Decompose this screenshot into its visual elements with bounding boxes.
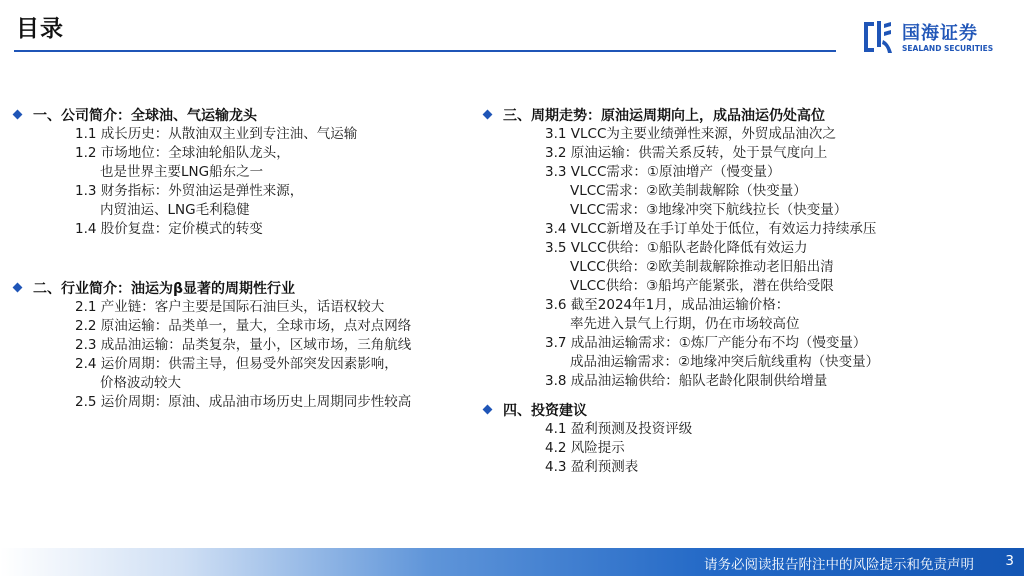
toc-section-4 [478,399,998,477]
sealand-logo-icon [860,18,896,56]
toc-section-heading [8,277,478,298]
section-title: 二、行业简介：油运为β显著的周期性行业 [33,280,296,297]
section-title: 一、公司简介：全球油、气运输龙头 [33,107,257,124]
company-logo [860,18,1010,60]
toc-item: 1.4 股价复盘：定价模式的转变 [75,221,263,237]
toc-item: 3.3 VLCC需求：①原油增产（慢变量） [545,164,781,180]
toc-item: 2.3 成品油运输：品类复杂，量小，区域市场，三角航线 [75,337,412,353]
section-title: 三、周期走势：原油运周期向上，成品油运仍处高位 [503,107,825,124]
disclaimer-text: 请务必阅读报告附注中的风险提示和免责声明 [704,557,974,573]
toc-item-continued: VLCC供给：③船坞产能紧张，潜在供给受限 [570,278,834,294]
toc-left-column [8,104,478,412]
toc-item: 3.6 截至2024年1月，成品油运输价格： [545,297,790,313]
toc-item-continued: 也是世界主要LNG船东之一 [100,164,264,180]
toc-item: 3.4 VLCC新增及在手订单处于低位，有效运力持续承压 [545,221,877,237]
toc-item-continued: VLCC需求：③地缘冲突下航线拉长（快变量） [570,202,848,218]
toc-item: 3.8 成品油运输供给：船队老龄化限制供给增量 [545,373,828,389]
toc-item: 3.5 VLCC供给：①船队老龄化降低有效运力 [545,240,808,256]
toc-item-continued: 率先进入景气上行期，仍在市场较高位 [570,316,800,332]
toc-item: 3.7 成品油运输需求：①炼厂产能分布不均（慢变量） [545,335,867,351]
logo-english-name: SEALAND SECURITIES [902,44,994,53]
toc-item-continued: 成品油运输需求：②地缘冲突后航线重构（快变量） [570,354,880,370]
toc-section-3 [478,104,998,391]
toc-item: 4.3 盈利预测表 [545,459,639,475]
diamond-bullet-icon [483,110,493,120]
toc-item-continued: 价格波动较大 [100,375,181,391]
toc-item: 2.4 运价周期：供需主导，但易受外部突发因素影响， [75,356,398,372]
toc-section-1 [8,104,478,239]
logo-chinese-name: 国海证券 [902,23,978,44]
toc-section-2 [8,277,478,412]
section-title: 四、投资建议 [503,402,587,419]
toc-item: 1.1 成长历史：从散油双主业到专注油、气运输 [75,126,358,142]
toc-item-continued: VLCC供给：②欧美制裁解除推动老旧船出清 [570,259,834,275]
toc-item: 4.1 盈利预测及投资评级 [545,421,693,437]
title-divider [14,50,836,52]
diamond-bullet-icon [483,405,493,415]
toc-item: 1.3 财务指标：外贸油运是弹性来源， [75,183,304,199]
toc-item: 4.2 风险提示 [545,440,625,456]
diamond-bullet-icon [13,110,23,120]
toc-item: 2.5 运价周期：原油、成品油市场历史上周期同步性较高 [75,394,412,410]
toc-section-heading [478,104,998,125]
toc-item: 3.1 VLCC为主要业绩弹性来源，外贸成品油次之 [545,126,836,142]
page-title: 目录 [16,16,64,42]
toc-item: 2.2 原油运输：品类单一，量大，全球市场，点对点网络 [75,318,412,334]
toc-item: 2.1 产业链：客户主要是国际石油巨头，话语权较大 [75,299,385,315]
toc-right-column [478,104,998,477]
toc-section-heading [8,104,478,125]
toc-item: 1.2 市场地位：全球油轮船队龙头， [75,145,290,161]
footer-bar [0,548,1024,576]
toc-item-continued: 内贸油运、LNG毛利稳健 [100,202,250,218]
page-number: 3 [1005,553,1014,569]
diamond-bullet-icon [13,283,23,293]
toc-section-heading [478,399,998,420]
toc-item: 3.2 原油运输：供需关系反转，处于景气度向上 [545,145,828,161]
toc-item-continued: VLCC需求：②欧美制裁解除（快变量） [570,183,807,199]
